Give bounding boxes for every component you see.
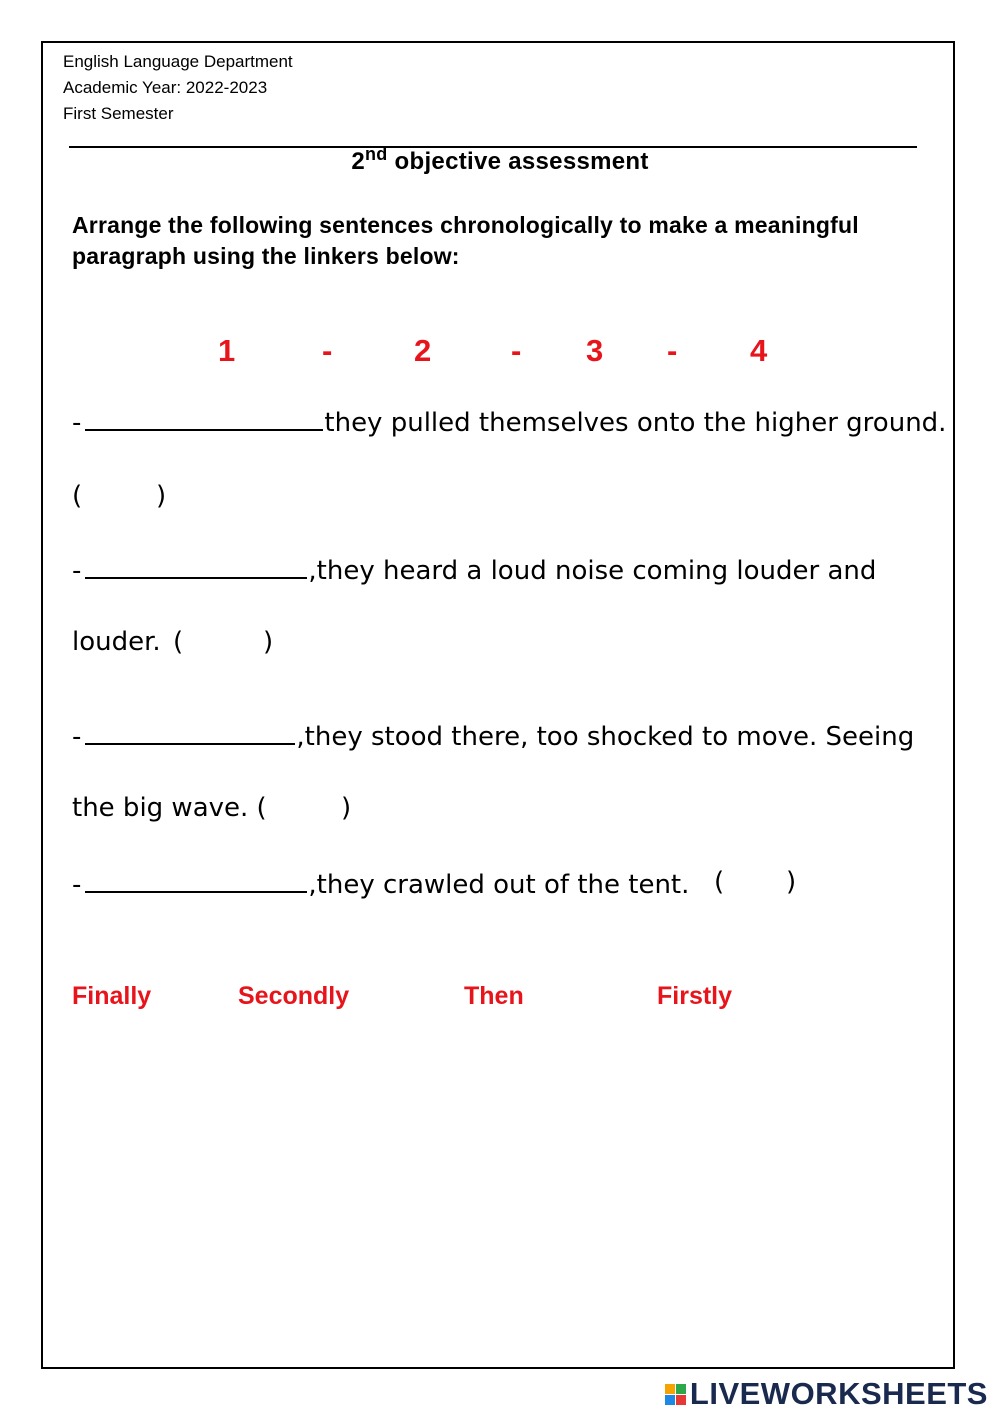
title-ordinal-suffix: nd bbox=[364, 144, 388, 164]
sequence-dash-2: - bbox=[511, 333, 522, 368]
sentence-4-dash: - bbox=[72, 870, 82, 900]
title-text: objective assessment bbox=[394, 148, 649, 175]
sequence-number-1: 1 bbox=[218, 333, 236, 368]
sentence-2-continuation-text: louder. bbox=[72, 627, 161, 657]
linker-secondly[interactable]: Secondly bbox=[238, 982, 350, 1010]
sentence-3-text: ,they stood there, too shocked to move. Seeing bbox=[296, 722, 915, 752]
sequence-dash-3: - bbox=[667, 333, 678, 368]
liveworksheets-logo-icon bbox=[665, 1384, 686, 1405]
sequence-number-3: 3 bbox=[586, 333, 604, 368]
sequence-number-2: 2 bbox=[414, 333, 432, 368]
sentence-3-dash: - bbox=[72, 722, 82, 752]
sentence-1-dash: - bbox=[72, 408, 82, 438]
sentence-4-blank[interactable] bbox=[85, 867, 307, 893]
page-title bbox=[0, 144, 1000, 176]
sequence-dash-1: - bbox=[322, 333, 333, 368]
sentence-3-continuation bbox=[72, 793, 267, 823]
sentence-1-text: they pulled themselves onto the higher ground. bbox=[324, 408, 947, 438]
sentence-2-blank[interactable] bbox=[85, 553, 307, 579]
semester-label: First Semester bbox=[63, 104, 174, 123]
linker-then[interactable]: Then bbox=[464, 982, 524, 1010]
title-number: 2 bbox=[351, 148, 365, 175]
sequence-number-4: 4 bbox=[750, 333, 768, 368]
sentence-2-dash: - bbox=[72, 556, 82, 586]
sentence-4-text: ,they crawled out of the tent. bbox=[308, 870, 690, 900]
sentence-1 bbox=[72, 405, 946, 438]
sentence-2-text: ,they heard a loud noise coming louder and bbox=[308, 556, 877, 586]
sentence-2-order-close-paren: ) bbox=[263, 627, 274, 657]
liveworksheets-brand[interactable] bbox=[665, 1376, 988, 1412]
sentence-4 bbox=[72, 867, 689, 900]
department-label: English Language Department bbox=[63, 52, 293, 71]
sentence-4-order-close-paren: ) bbox=[786, 867, 797, 897]
sentence-1-order-close-paren: ) bbox=[156, 481, 167, 511]
sentence-1-blank[interactable] bbox=[85, 405, 323, 431]
sentence-2 bbox=[72, 553, 876, 586]
sentence-3 bbox=[72, 719, 914, 752]
sentence-2-order-open-paren: ( bbox=[173, 627, 184, 657]
brand-name: LIVEWORKSHEETS bbox=[689, 1376, 988, 1411]
sentence-3-blank[interactable] bbox=[85, 719, 295, 745]
sentence-2-continuation bbox=[72, 627, 161, 657]
instruction-text: Arrange the following sentences chronologically to make a meaningful paragraph using the linkers below: bbox=[72, 212, 859, 269]
sentence-1-order-open-paren: ( bbox=[72, 481, 83, 511]
academic-year-label: Academic Year: 2022-2023 bbox=[63, 78, 268, 97]
linker-firstly[interactable]: Firstly bbox=[657, 982, 733, 1010]
sentence-3-order-close-paren: ) bbox=[341, 793, 352, 823]
sentence-3-continuation-text: the big wave. ( bbox=[72, 793, 267, 823]
linker-finally[interactable]: Finally bbox=[72, 982, 152, 1010]
sentence-4-order-open-paren: ( bbox=[714, 867, 725, 897]
